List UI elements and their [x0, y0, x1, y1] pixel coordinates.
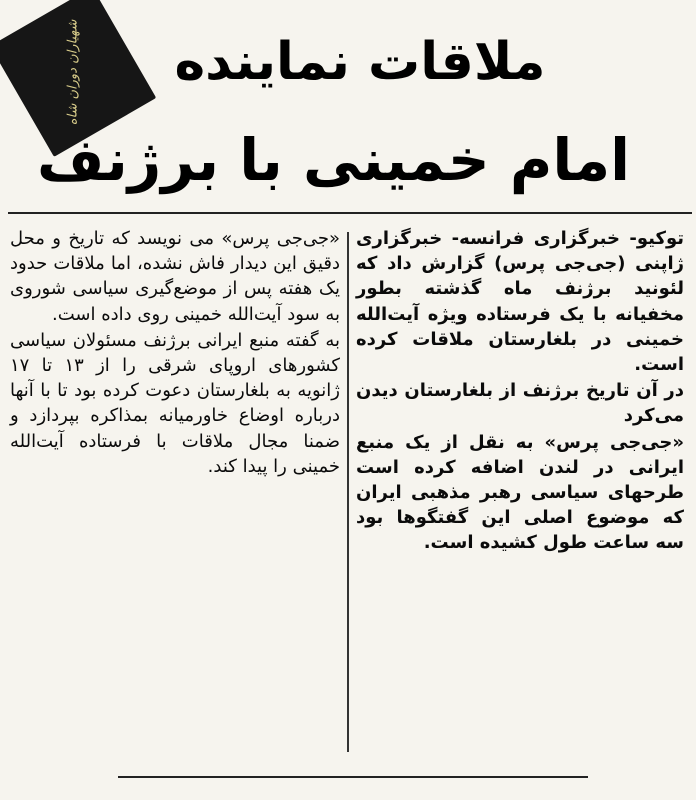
- paragraph-right-1: توکیو- خبرگزاری فرانسه- خبرگزاری ژاپنی (جی‌جی پرس) گزارش داد که لئونید برژنف ماه گذشته بطور مخفیانه با یک فرستاده ویژه آیت‌الله خمینی در بلغارستان ملاقات کرده است.: [356, 228, 684, 376]
- paragraph-right-3: «جی‌جی پرس» به نقل از یک منبع ایرانی در لندن اضافه کرده است طرحهای سیاسی رهبر مذهبی ایران که موضوع اصلی این گفتگوها بود سه ساعت طول کشیده است.: [356, 431, 684, 554]
- article-column-left: [10, 226, 340, 480]
- paragraph-left-2: به گفته منبع ایرانی برژنف مسئولان سیاسی کشورهای اروپای شرقی را از ۱۳ تا ۱۷ ژانویه به بلغارستان دعوت کرده بود تا با آنها درباره اوضاع خاورمیانه بمذاکره بپردازد و ضمنا مجال ملاقات با فرستاده آیت‌الله خمینی را پیدا کند.: [10, 329, 340, 477]
- headline-divider: [8, 212, 692, 214]
- column-divider: [347, 232, 349, 752]
- headline-line-1: ملاقات نماینده: [174, 32, 546, 92]
- paragraph-right-2: در آن تاریخ برژنف از بلغارستان دیدن می‌کرد: [356, 380, 684, 427]
- headline-line-2: امام خمینی با برژنف: [36, 126, 630, 194]
- article-column-right: [356, 226, 684, 557]
- bottom-rule: [118, 776, 588, 778]
- watermark-text: شهیاران دوران شاه: [65, 19, 81, 125]
- paragraph-left-1: «جی‌جی پرس» می نویسد که تاریخ و محل دقیق این دیدار فاش نشده، اما ملاقات حدود یک هفته پس از موضع‌گیری سیاسی شوروی به سود آیت‌الله خمینی روی داده است.: [10, 228, 340, 325]
